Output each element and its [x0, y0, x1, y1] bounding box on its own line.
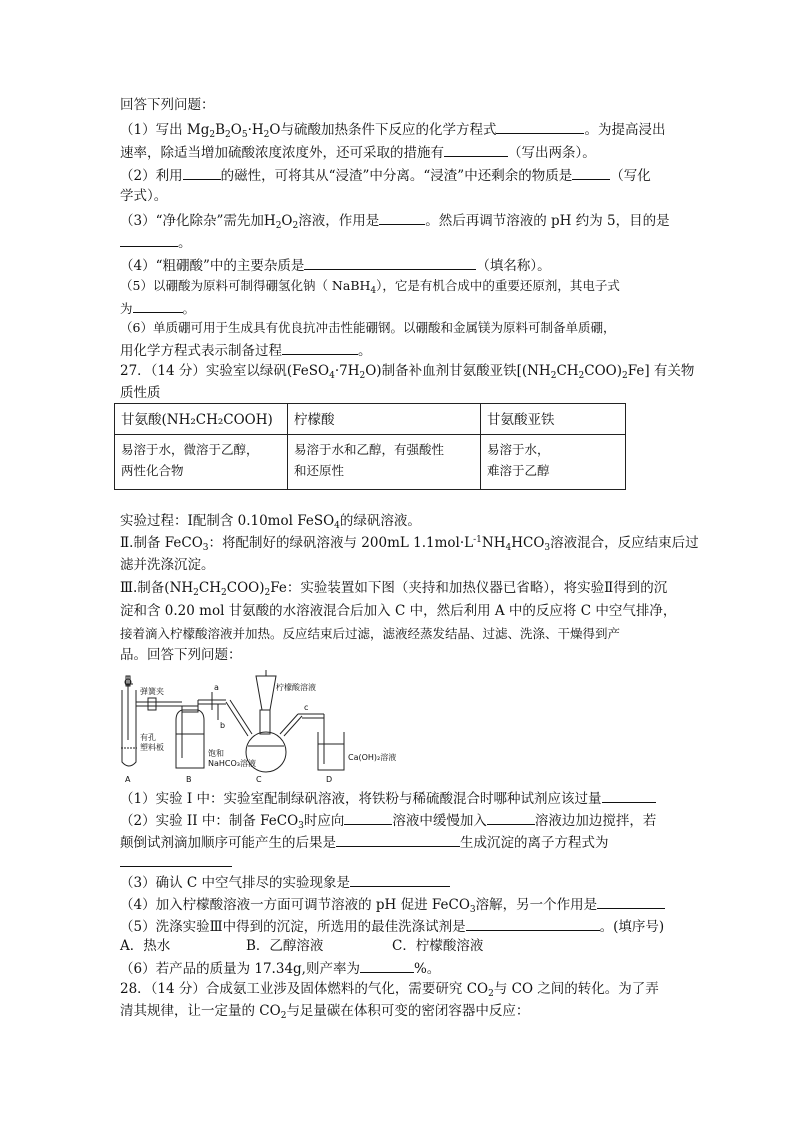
q27-procedure-2-line1: Ⅱ.制备 FeCO$_3$：将配制好的绿矾溶液与 200mL $1.1mol\cdot L^{-1}NH_4HCO_3$溶液混合，反应结束后过	[120, 535, 699, 553]
q27-sub5: （5）洗涤实验Ⅲ中得到的沉淀，所选用的最佳洗涤试剂是 。(填序号)	[120, 916, 664, 936]
answer-blank[interactable]	[120, 232, 178, 247]
q28-line2: 清其规律，让一定量的 $CO_2$与足量碳在体积可变的密闭容器中反应：	[120, 1003, 530, 1021]
label-nahco3: NaHCO₃溶液	[208, 759, 256, 768]
q27-procedure-3-line4: 品。回答下列问题：	[120, 647, 242, 663]
table-header-cell: 甘氨酸(NH₂CH₂COOH)	[115, 404, 288, 435]
q26-part3-line2: 。	[120, 232, 192, 252]
properties-table	[114, 403, 626, 490]
answer-blank[interactable]	[120, 852, 232, 867]
label-board-1: 有孔	[140, 733, 156, 742]
q26-part4: （4）“粗硼酸”中的主要杂质是 （填名称）。	[120, 255, 551, 275]
bottle-b	[176, 710, 204, 768]
answer-blank[interactable]	[336, 832, 460, 847]
q27-sub4: （4）加入柠檬酸溶液一方面可调节溶液的 pH 促进 FeCO$_3$溶解，另一个作用是	[120, 894, 665, 914]
label-b: B	[186, 775, 192, 784]
answer-blank[interactable]	[602, 788, 656, 803]
answer-blank[interactable]	[282, 340, 358, 355]
answer-blank[interactable]	[444, 142, 508, 157]
answer-blank[interactable]	[360, 958, 414, 973]
table-row	[115, 435, 626, 490]
answer-blank[interactable]	[350, 872, 450, 887]
q26-part3-line1: （3）“净化除杂”需先加$H_2O_2$溶液，作用是 。然后再调节溶液的 pH 约为 5，目的是	[120, 210, 670, 230]
apparatus-figure	[118, 670, 438, 785]
answer-blank[interactable]	[344, 810, 392, 825]
answer-blank[interactable]	[466, 916, 600, 931]
q26-part2-line1: （2）利用 的磁性，可将其从“浸渣”中分离。“浸渣”中还剩余的物质是 （写化	[120, 165, 651, 185]
q26-part1-line2: 速率，除适当增加硫酸浓度浓度外，还可采取的措施有 （写出两条）。	[120, 142, 596, 162]
table-cell: 易溶于水和乙醇，有强酸性 和还原性	[288, 435, 481, 490]
answer-blank[interactable]	[304, 255, 476, 270]
option-a: A．热水	[120, 938, 171, 954]
q27-procedure-3-line2: 淀和含 0.20 mol 甘氨酸的水溶液混合后加入 C 中，然后利用 A 中的反应将 C 中空气排净，	[120, 603, 677, 619]
q27-sub2-line1: （2）实验 II 中：制备 FeCO$_3$时应向 溶液中缓慢加入 溶液边加边搅拌，若	[120, 810, 656, 830]
label-spring-clip: 弹簧夹	[140, 687, 164, 696]
label-board-2: 塑料板	[140, 743, 164, 752]
label-citric-solution: 柠檬酸溶液	[276, 683, 316, 692]
q26-part6-line2: 用化学方程式表示制备过程 。	[120, 340, 372, 360]
option-b: B．乙醇溶液	[246, 938, 324, 954]
q27-sub1: （1）实验 I 中：实验室配制绿矾溶液，将铁粉与稀硫酸混合时哪种试剂应该过量	[120, 788, 656, 808]
table-header-cell: 柠檬酸	[288, 404, 481, 435]
q26-part2-line2: 学式）。	[120, 188, 168, 204]
q26-part6-line1: （6）单质硼可用于生成具有优良抗冲击性能硼钢。以硼酸和金属镁为原料可制备单质硼，	[120, 320, 616, 335]
label-saturated: 饱和	[208, 749, 224, 758]
label-valve-a: a	[214, 683, 219, 692]
q26-intro: 回答下列问题：	[120, 97, 215, 113]
answer-blank[interactable]	[496, 119, 584, 134]
label-d: D	[326, 775, 333, 784]
dropping-funnel	[256, 676, 276, 710]
beaker-d	[318, 732, 344, 770]
answer-blank[interactable]	[183, 165, 221, 180]
label-a: A	[125, 775, 131, 784]
table-cell: 易溶于水，微溶于乙醇， 两性化合物	[115, 435, 288, 490]
answer-blank[interactable]	[379, 210, 425, 225]
q27-sub5-options	[120, 937, 483, 955]
q26-part5-line1: （5）以硼酸为原料可制得硼氢化钠（ NaBH$_4$），它是有机合成中的重要还原剂，其电子式	[120, 278, 620, 296]
q27-procedure-2-line2: 滤并洗涤沉淀。	[120, 557, 215, 573]
label-c: C	[256, 775, 262, 784]
tube-a	[122, 690, 136, 766]
option-c: C．柠檬酸溶液	[392, 938, 484, 954]
answer-blank[interactable]	[597, 894, 665, 909]
q27-sub3: （3）确认 C 中空气排尽的实验现象是	[120, 872, 450, 892]
q27-procedure-1: 实验过程：Ⅰ配制含 0.10mol FeSO$_4$的绿矾溶液。	[120, 513, 421, 531]
answer-blank[interactable]	[133, 298, 183, 313]
answer-blank[interactable]	[572, 165, 610, 180]
label-limewater: Ca(OH)₂溶液	[348, 753, 397, 762]
q26-part5-line2: 为 。	[120, 298, 195, 318]
table-header-cell: 甘氨酸亚铁	[481, 404, 626, 435]
q27-sub6: （6）若产品的质量为 17.34g,则产率为 %。	[120, 958, 440, 978]
q27-procedure-3-line1: Ⅲ.制备$(NH_2CH_2COO)_2Fe$：实验装置如下图（夹持和加热仪器已省略），将实验Ⅱ得到的沉	[120, 580, 668, 598]
table-header-row	[115, 404, 626, 435]
q28-line1: 28．（14 分）合成氨工业涉及固体燃料的气化，需要研究 $CO_2$与 CO 之间的转化。为了弄	[120, 981, 659, 999]
q27-sub2-line3	[120, 852, 232, 872]
q27-title-line1: 27．（14 分）实验室以绿矾$(FeSO_4\cdot 7H_2O)$制备补血剂甘氨酸亚铁$[(NH_2CH_2COO)_2Fe]$ 有关物	[120, 363, 695, 381]
answer-blank[interactable]	[487, 810, 535, 825]
q27-procedure-3-line3: 接着滴入柠檬酸溶液并加热。反应结束后过滤，滤液经蒸发结晶、过滤、洗涤、干燥得到产	[120, 626, 621, 641]
label-valve-c: c	[304, 703, 309, 712]
table-cell: 易溶于水， 难溶于乙醇	[481, 435, 626, 490]
q27-title-line2: 质性质	[120, 385, 161, 401]
label-valve-b: b	[220, 721, 226, 730]
q27-sub2-line2: 颠倒试剂滴加顺序可能产生的后果是 生成沉淀的离子方程式为	[120, 832, 609, 852]
q26-part1-line1: （1）写出 $Mg_2B_2O_5\cdot H_2O$与硫酸加热条件下反应的化学方程式 。为提高浸出	[120, 119, 665, 139]
